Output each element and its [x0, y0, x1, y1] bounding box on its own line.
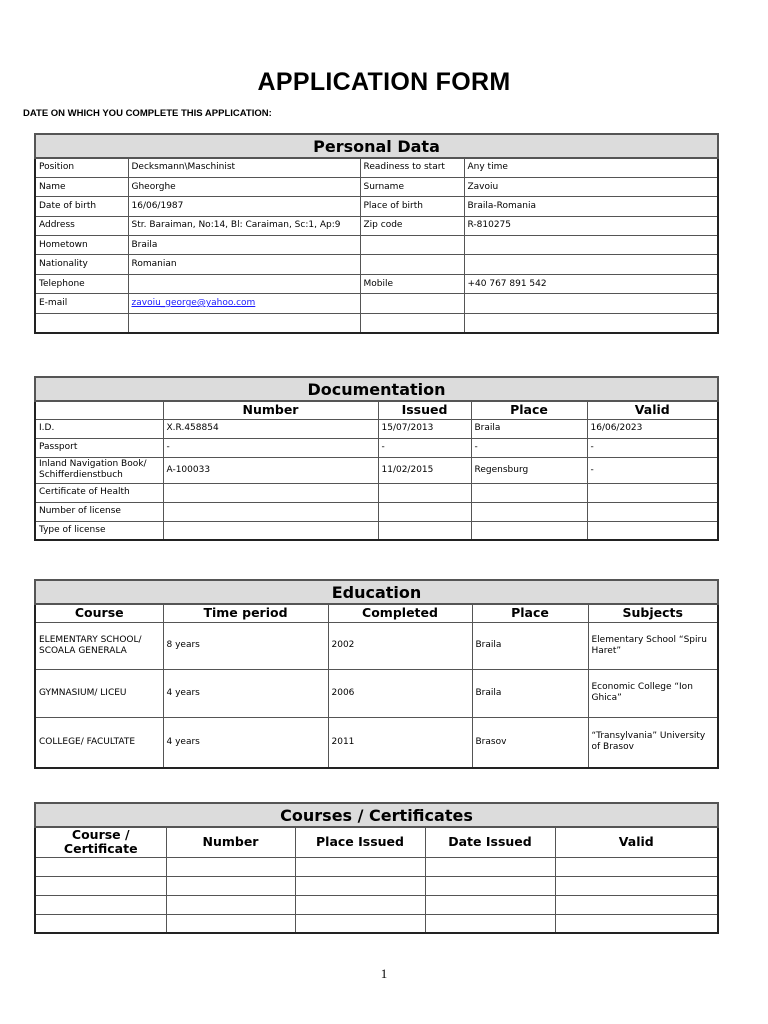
table-cell: [425, 876, 555, 895]
table-cell: 2006: [328, 669, 472, 717]
field-label: Address: [35, 216, 128, 235]
field-label: [360, 294, 464, 313]
column-header: Course: [35, 604, 163, 622]
table-cell: [295, 876, 425, 895]
row-label: Passport: [35, 438, 163, 457]
courses-heading: Courses / Certificates: [35, 803, 718, 827]
table-cell: [163, 483, 378, 502]
table-cell: X.R.458854: [163, 419, 378, 438]
table-row: [35, 419, 718, 438]
field-value: +40 767 891 542: [464, 274, 718, 293]
column-header: Subjects: [588, 604, 718, 622]
column-header-row: [35, 604, 718, 622]
table-cell: [555, 895, 718, 914]
field-value: [464, 294, 718, 313]
table-cell: 11/02/2015: [378, 457, 471, 483]
column-header: Issued: [378, 401, 471, 419]
table-cell: [471, 521, 587, 540]
personal-data-heading: Personal Data: [35, 134, 718, 158]
table-cell: [295, 895, 425, 914]
table-row: [35, 274, 718, 293]
field-value: [464, 255, 718, 274]
column-header: Place: [471, 401, 587, 419]
table-cell: [166, 857, 295, 876]
column-header: Valid: [555, 827, 718, 857]
table-row: [35, 895, 718, 914]
table-row: [35, 483, 718, 502]
column-header: Time period: [163, 604, 328, 622]
column-header: [35, 401, 163, 419]
table-row: [35, 669, 718, 717]
column-header: Valid: [587, 401, 718, 419]
table-row: [35, 255, 718, 274]
field-value: [128, 313, 360, 332]
table-row: [35, 177, 718, 196]
table-cell: [587, 502, 718, 521]
table-row: [35, 857, 718, 876]
table-cell: [163, 502, 378, 521]
table-row: [35, 236, 718, 255]
table-row: [35, 876, 718, 895]
table-cell: [587, 521, 718, 540]
row-label: Number of license: [35, 502, 163, 521]
field-value: R-810275: [464, 216, 718, 235]
table-cell: Braila: [472, 669, 588, 717]
column-header: Number: [163, 401, 378, 419]
row-label: [35, 876, 166, 895]
field-value: Decksmann\Maschinist: [128, 158, 360, 177]
table-cell: Elementary School “Spiru Haret”: [588, 622, 718, 669]
table-cell: [166, 914, 295, 933]
row-label: Type of license: [35, 521, 163, 540]
field-label: Nationality: [35, 255, 128, 274]
documentation-table: [34, 376, 719, 541]
table-cell: [471, 483, 587, 502]
field-label: [360, 236, 464, 255]
table-row: [35, 216, 718, 235]
table-cell: 8 years: [163, 622, 328, 669]
column-header: Course / Certificate: [35, 827, 166, 857]
field-value: Str. Baraiman, No:14, Bl: Caraiman, Sc:1, Ap:9: [128, 216, 360, 235]
table-cell: [425, 857, 555, 876]
field-value: [128, 274, 360, 293]
table-cell: 16/06/2023: [587, 419, 718, 438]
field-label: Date of birth: [35, 197, 128, 216]
row-label: [35, 895, 166, 914]
field-value: Any time: [464, 158, 718, 177]
table-row: [35, 622, 718, 669]
row-label: Certificate of Health: [35, 483, 163, 502]
courses-table: [34, 802, 719, 934]
table-cell: -: [471, 438, 587, 457]
column-header: Number: [166, 827, 295, 857]
field-value: Braila: [128, 236, 360, 255]
column-header: Completed: [328, 604, 472, 622]
table-cell: “Transylvania” University of Brasov: [588, 717, 718, 768]
table-row: [35, 197, 718, 216]
table-cell: 4 years: [163, 669, 328, 717]
row-label: GYMNASIUM/ LICEU: [35, 669, 163, 717]
row-label: COLLEGE/ FACULTATE: [35, 717, 163, 768]
table-row: [35, 313, 718, 332]
field-label: Position: [35, 158, 128, 177]
table-cell: [378, 521, 471, 540]
column-header: Date Issued: [425, 827, 555, 857]
table-cell: -: [163, 438, 378, 457]
table-cell: Economic College “Ion Ghica”: [588, 669, 718, 717]
field-value: Zavoiu: [464, 177, 718, 196]
table-cell: 15/07/2013: [378, 419, 471, 438]
table-row: [35, 158, 718, 177]
field-label: [360, 313, 464, 332]
row-label: Inland Navigation Book/ Schifferdienstbuch: [35, 457, 163, 483]
row-label: I.D.: [35, 419, 163, 438]
row-label: ELEMENTARY SCHOOL/ SCOALA GENERALA: [35, 622, 163, 669]
table-row: [35, 438, 718, 457]
table-cell: [555, 914, 718, 933]
column-header-row: [35, 827, 718, 857]
email-link[interactable]: zavoiu_george@yahoo.com: [131, 297, 256, 308]
field-value: Gheorghe: [128, 177, 360, 196]
table-cell: Brasov: [472, 717, 588, 768]
table-cell: [166, 895, 295, 914]
field-value: [464, 236, 718, 255]
field-label: [360, 255, 464, 274]
table-cell: 2002: [328, 622, 472, 669]
field-label: Readiness to start: [360, 158, 464, 177]
table-cell: A-100033: [163, 457, 378, 483]
table-cell: [425, 895, 555, 914]
table-cell: -: [587, 457, 718, 483]
table-cell: -: [378, 438, 471, 457]
table-cell: Braila: [471, 419, 587, 438]
table-cell: Regensburg: [471, 457, 587, 483]
table-cell: -: [587, 438, 718, 457]
field-value: Romanian: [128, 255, 360, 274]
table-row: [35, 914, 718, 933]
documentation-heading: Documentation: [35, 377, 718, 401]
field-label: Name: [35, 177, 128, 196]
table-cell: [166, 876, 295, 895]
field-value: [464, 313, 718, 332]
field-label: Zip code: [360, 216, 464, 235]
column-header-row: [35, 401, 718, 419]
table-cell: 4 years: [163, 717, 328, 768]
field-label: Mobile: [360, 274, 464, 293]
field-label: [35, 313, 128, 332]
personal-data-table: [34, 133, 719, 334]
field-value: 16/06/1987: [128, 197, 360, 216]
form-title: APPLICATION FORM: [257, 68, 511, 96]
table-cell: [163, 521, 378, 540]
field-label: Telephone: [35, 274, 128, 293]
table-cell: [378, 483, 471, 502]
table-cell: [425, 914, 555, 933]
column-header: Place: [472, 604, 588, 622]
field-label: Hometown: [35, 236, 128, 255]
field-label: E-mail: [35, 294, 128, 313]
table-cell: [295, 914, 425, 933]
row-label: [35, 857, 166, 876]
table-row: [35, 502, 718, 521]
table-cell: [555, 876, 718, 895]
table-row: [35, 717, 718, 768]
table-row: [35, 521, 718, 540]
table-cell: 2011: [328, 717, 472, 768]
table-cell: [295, 857, 425, 876]
row-label: [35, 914, 166, 933]
field-label: Place of birth: [360, 197, 464, 216]
education-heading: Education: [35, 580, 718, 604]
table-cell: Braila: [472, 622, 588, 669]
table-cell: [587, 483, 718, 502]
table-row: [35, 294, 718, 313]
field-value: Braila-Romania: [464, 197, 718, 216]
page-number: 1: [380, 966, 388, 981]
date-label: DATE ON WHICH YOU COMPLETE THIS APPLICATION:: [23, 108, 272, 119]
table-cell: [555, 857, 718, 876]
field-value: [128, 294, 360, 313]
table-row: [35, 457, 718, 483]
field-label: Surname: [360, 177, 464, 196]
column-header: Place Issued: [295, 827, 425, 857]
table-cell: [378, 502, 471, 521]
education-table: [34, 579, 719, 769]
table-cell: [471, 502, 587, 521]
